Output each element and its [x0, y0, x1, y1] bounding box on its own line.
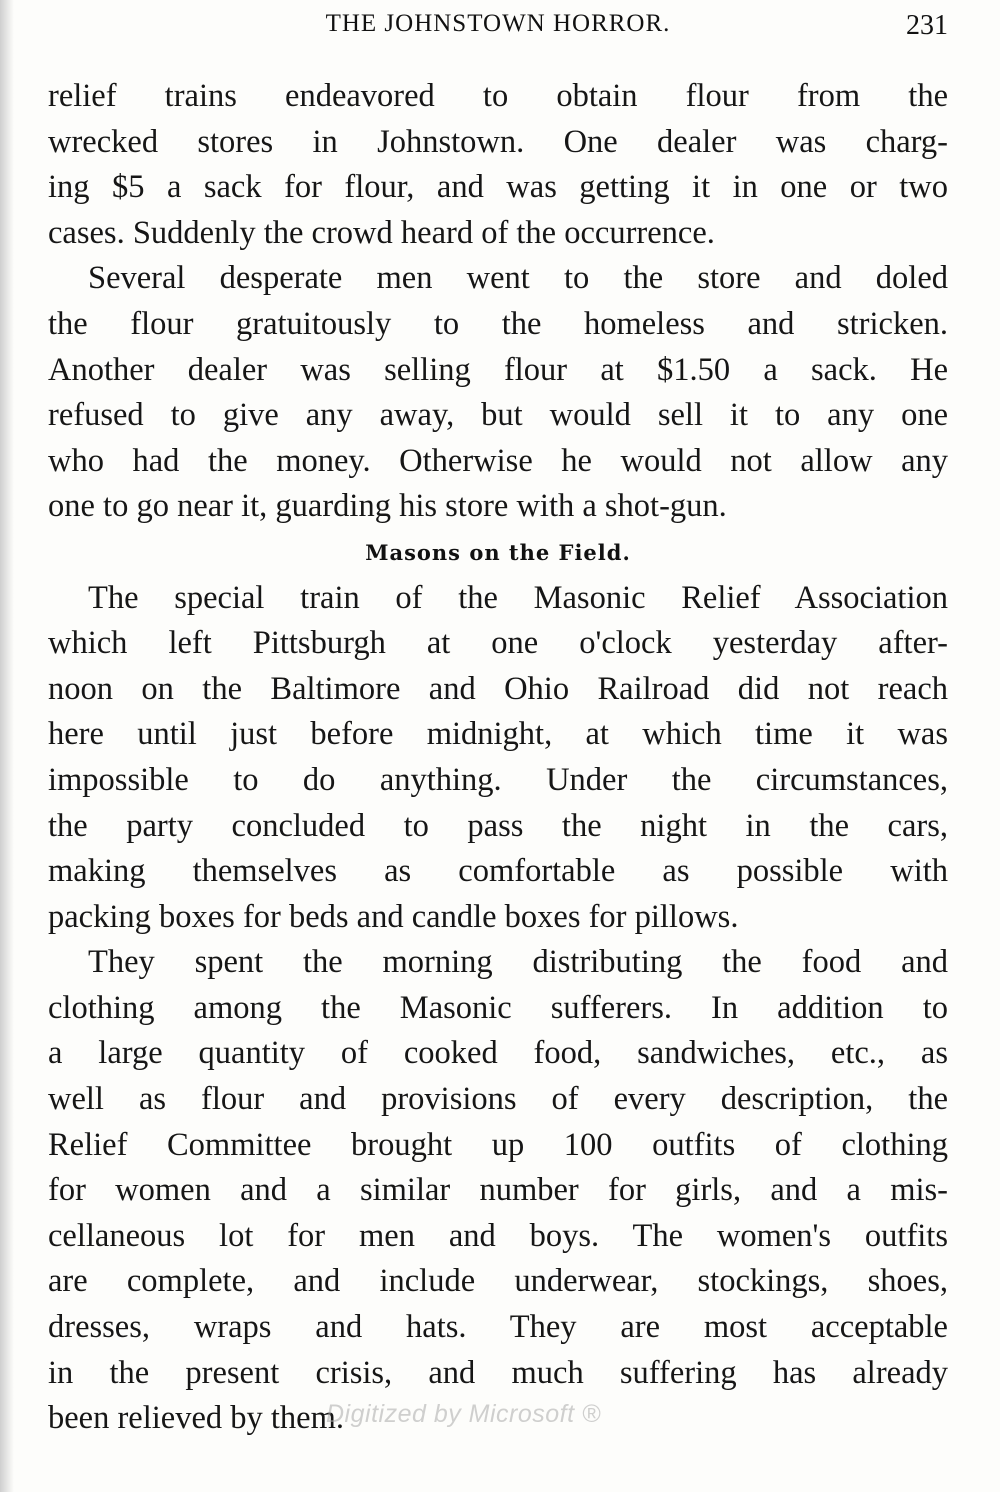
text-line: packing boxes for beds and candle boxes for pillows.: [48, 898, 739, 935]
text-line: The special train of the Masonic Relief Association: [88, 579, 948, 616]
page-number: 231: [906, 10, 948, 41]
text-line: here until just before midnight, at which time it was: [48, 716, 948, 753]
section-heading: Masons on the Field.: [365, 539, 631, 565]
text-line: relief trains endeavored to obtain flour from the: [48, 78, 948, 114]
text-line: been relieved by them.: [48, 1400, 344, 1437]
page-header: [48, 6, 948, 46]
text-line: a large quantity of cooked food, sandwiches, etc., as: [48, 1035, 948, 1072]
text-line: refused to give any away, but would sell it to any one: [48, 397, 948, 434]
running-head: THE JOHNSTOWN HORROR.: [325, 10, 671, 37]
text-line: cases. Suddenly the crowd heard of the occurrence.: [48, 214, 715, 251]
text-line: which left Pittsburgh at one o'clock yesterday after-: [48, 625, 948, 662]
gutter-shadow: [0, 0, 14, 1492]
text-line: cellaneous lot for men and boys. The women's outfits: [48, 1217, 948, 1254]
text-line: dresses, wraps and hats. They are most acceptable: [48, 1309, 948, 1346]
text-line: noon on the Baltimore and Ohio Railroad did not reach: [48, 670, 948, 707]
text-line: impossible to do anything. Under the circumstances,: [48, 761, 948, 798]
text-line: ing $5 a sack for flour, and was getting it in one or two: [48, 169, 948, 206]
paragraph-block-2: [48, 576, 948, 1442]
text-line: Several desperate men went to the store and doled: [88, 260, 948, 297]
text-line: the flour gratuitously to the homeless and stricken.: [48, 305, 948, 342]
text-line: well as flour and provisions of every description, the: [48, 1081, 948, 1118]
paragraph-block-1: [48, 74, 948, 530]
text-line: one to go near it, guarding his store with a shot-gun.: [48, 488, 727, 525]
text-line: clothing among the Masonic sufferers. In addition to: [48, 989, 948, 1026]
text-line: They spent the morning distributing the food and: [88, 944, 948, 981]
text-line: in the present crisis, and much suffering has already: [48, 1354, 948, 1391]
text-line: Relief Committee brought up 100 outfits of clothing: [48, 1126, 948, 1163]
text-line: the party concluded to pass the night in the cars,: [48, 807, 948, 844]
text-line: wrecked stores in Johnstown. One dealer was charg-: [48, 123, 948, 160]
text-line: making themselves as comfortable as possible with: [48, 853, 948, 890]
body-text: [48, 74, 948, 1442]
text-line: who had the money. Otherwise he would not allow any: [48, 442, 948, 479]
text-line: Another dealer was selling flour at $1.50 a sack. He: [48, 351, 948, 388]
digitization-watermark: Digitized by Microsoft ®: [326, 1400, 601, 1428]
text-line: are complete, and include underwear, stockings, shoes,: [48, 1263, 948, 1300]
text-line: for women and a similar number for girls, and a mis-: [48, 1172, 948, 1209]
